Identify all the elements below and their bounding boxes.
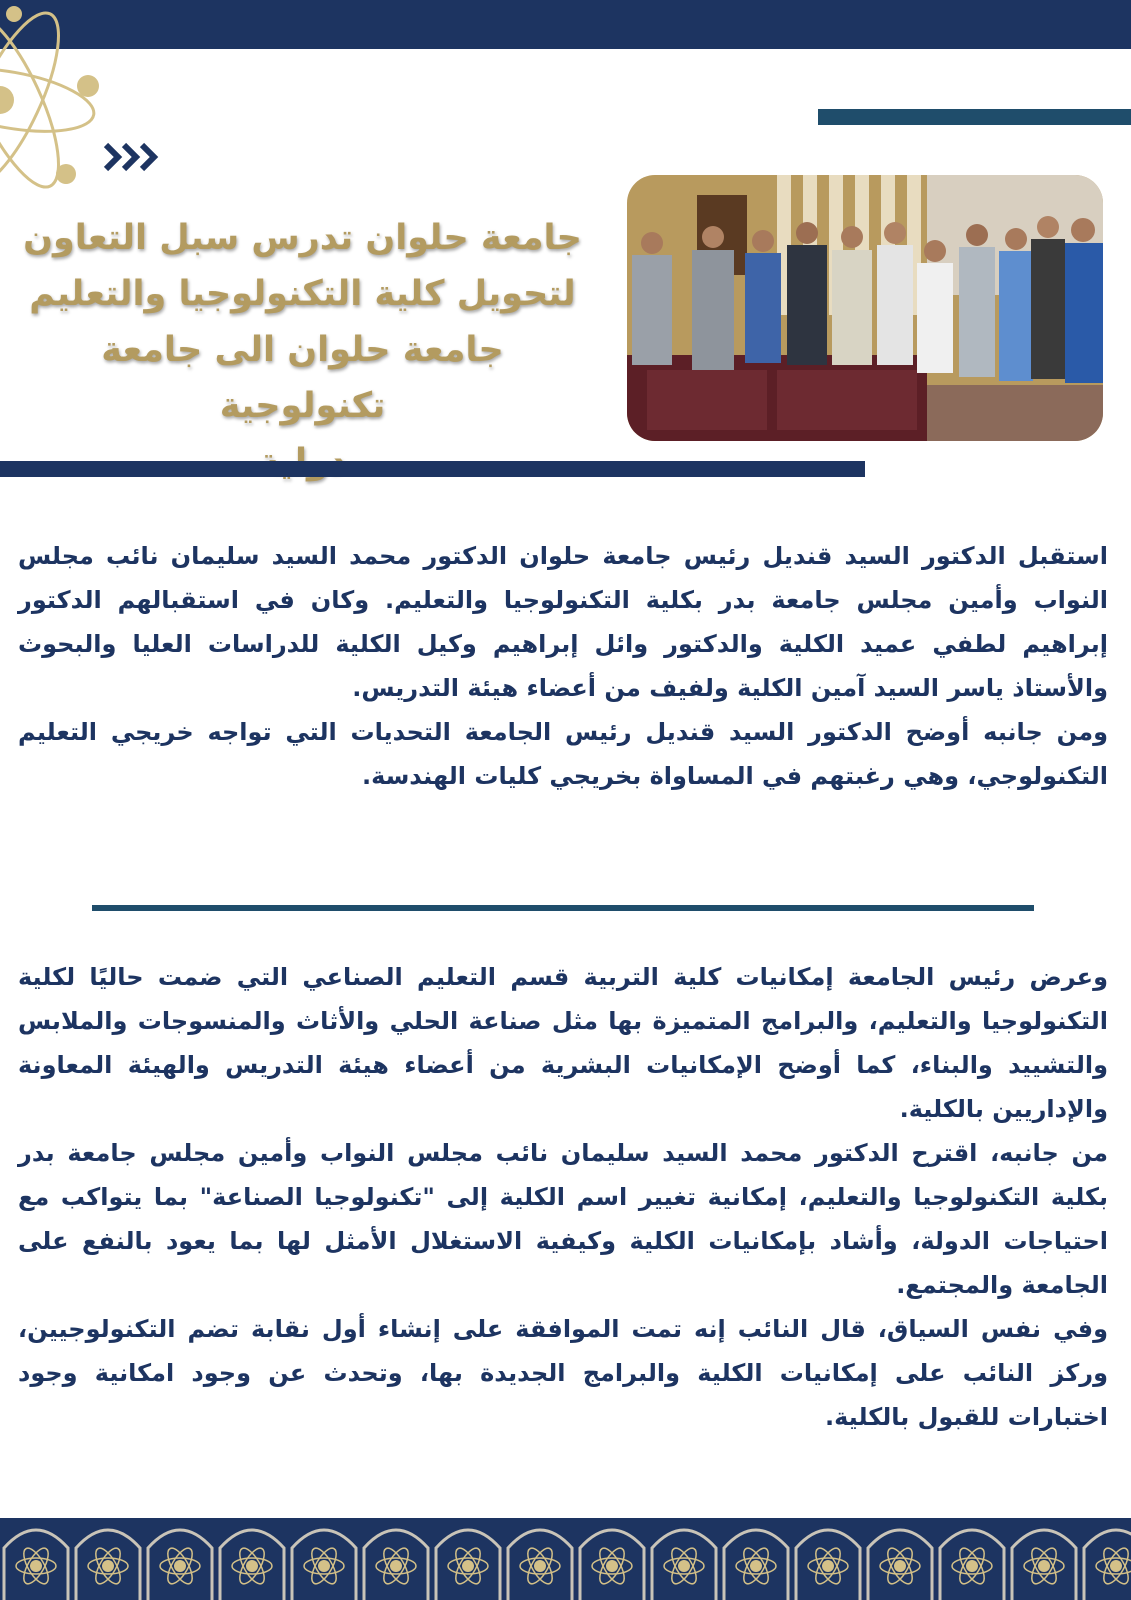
header-rule-left <box>0 461 865 477</box>
group-photo <box>627 175 1103 441</box>
footer-pattern-band <box>0 1518 1131 1600</box>
top-header-band <box>0 0 1131 49</box>
article-paragraph: ومن جانبه أوضح الدكتور السيد قنديل رئيس الجامعة التحديات التي تواجه خريجي التعليم التكنولوجي، وهي رغبتهم في المساواة بخريجي كليات الهندسة. <box>18 718 1108 790</box>
headline-line-2: لتحويل كلية التكنولوجيا والتعليم <box>29 274 576 314</box>
headline-line-3: جامعة حلوان الى جامعة تكنولوجية <box>101 330 504 426</box>
article-paragraph: وفي نفس السياق، قال النائب إنه تمت الموافقة على إنشاء أول نقابة تضم التكنولوجيين، وركز النائب على إمكانيات الكلية والبرامج الجديدة بها، وتحدث عن وجود امكانية وجود اختبارات للقبول بالكلية. <box>18 1315 1108 1431</box>
article-block-1 <box>18 534 1108 798</box>
headline <box>15 210 590 490</box>
triple-chevron-icon <box>102 140 162 174</box>
headline-line-1: جامعة حلوان تدرس سبل التعاون <box>23 218 582 258</box>
article-block-2 <box>18 955 1108 1439</box>
article-paragraph: من جانبه، اقترح الدكتور محمد السيد سليمان نائب مجلس النواب وأمين مجلس جامعة بدر بكلية التكنولوجيا والتعليم، إمكانية تغيير اسم الكلية إلى "تكنولوجيا الصناعة" بما يتواكب مع احتياجات الدولة، وأشاد بإمكانيات الكلية وكيفية الاستغلال الأمثل لها بما يعود بالنفع على الجامعة والمجتمع. <box>18 1139 1108 1299</box>
atom-icon <box>0 0 110 230</box>
header-rule-right <box>818 109 1131 125</box>
article-paragraph: وعرض رئيس الجامعة إمكانيات كلية التربية قسم التعليم الصناعي التي ضمت حاليًا لكلية التكنولوجيا والتعليم، والبرامج المتميزة بها مثل صناعة الحلي والأثاث والمنسوجات والملابس والتشييد والبناء، كما أوضح الإمكانيات البشرية من أعضاء هيئة التدريس والهيئة المعاونة والإداريين بالكلية. <box>18 963 1108 1123</box>
section-divider <box>92 905 1034 911</box>
article-paragraph: استقبل الدكتور السيد قنديل رئيس جامعة حلوان الدكتور محمد السيد سليمان نائب مجلس النواب وأمين مجلس جامعة بدر بكلية التكنولوجيا والتعليم. وكان في استقبالهم الدكتور إبراهيم لطفي عميد الكلية والدكتور وائل إبراهيم وكيل الكلية للدراسات العليا والبحوث والأستاذ ياسر السيد آمين الكلية ولفيف من أعضاء هيئة التدريس. <box>18 542 1108 702</box>
